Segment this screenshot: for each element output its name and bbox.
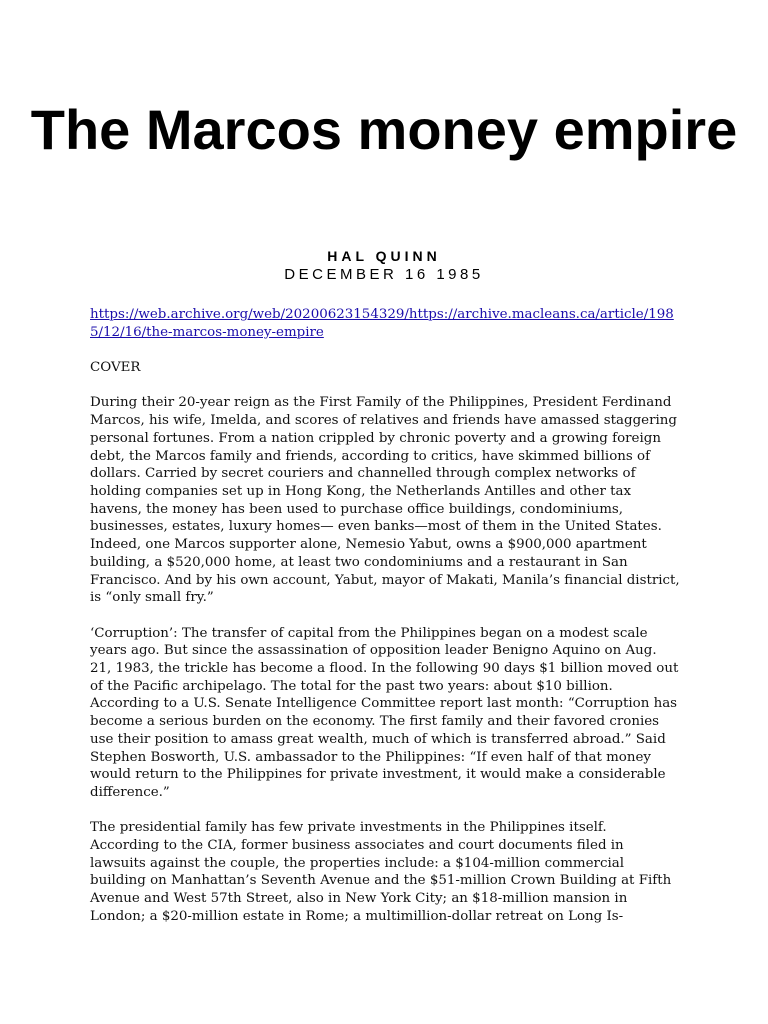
article-title: The Marcos money empire — [30, 98, 738, 161]
article-date: DECEMBER 16 1985 — [284, 266, 484, 283]
section-label: COVER — [90, 360, 141, 376]
paragraph: The presidential family has few private investments in the Philippines itself. According to the CIA, former business associates and court documents filed in lawsuits against the couple, the properties include: a $104-million commercial building on Manhattan’s Seventh Avenue and the $51-million Crown Building at Fifth Avenue and West 57th Street, also in New York City; an $18-million mansion in London; a $20-million estate in Rome; a multimillion-dollar retreat on Long Is- — [90, 820, 672, 924]
source-link[interactable]: https://web.archive.org/web/20200623154329/https://archive.macleans.ca/article/1985/12/16/the-marcos-money-empire — [90, 307, 674, 340]
article-body — [90, 306, 680, 943]
paragraph: ‘Corruption’: The transfer of capital from the Philippines began on a modest scale years ago. But since the assassination of opposition leader Benigno Aquino on Aug. 21, 1983, the trickle has become a flood. In the following 90 days $1 billion moved out of the Pacific archipelago. The total for the past two years: about $10 billion. According to a U.S. Senate Intelligence Committee report last month: “Corruption has become a serious burden on the economy. The first family and their favored cronies use their position to amass great wealth, much of which is transferred abroad.” Said Stephen Bosworth, U.S. ambassador to the Philippines: “If even half of that money would return to the Philippines for private investment, it would make a considerable difference.” — [90, 625, 679, 800]
article-author: HAL QUINN — [327, 248, 441, 264]
paragraph: During their 20-year reign as the First Family of the Philippines, President Ferdinand Marcos, his wife, Imelda, and scores of relatives and friends have amassed staggering personal fortunes. From a nation crippled by chronic poverty and a growing foreign debt, the Marcos family and friends, according to critics, have skimmed billions of dollars. Carried by secret couriers and channelled through complex networks of holding companies set up in Hong Kong, the Netherlands Antilles and other tax havens, the money has been used to purchase office buildings, condominiums, businesses, estates, luxury homes— even banks—most of them in the United States. Indeed, one Marcos supporter alone, Nemesio Yabut, owns a $900,000 apartment building, a $520,000 home, at least two condominiums and a restaurant in San Francisco. And by his own account, Yabut, mayor of Makati, Manila’s financial district, is “only small fry.” — [90, 395, 680, 606]
